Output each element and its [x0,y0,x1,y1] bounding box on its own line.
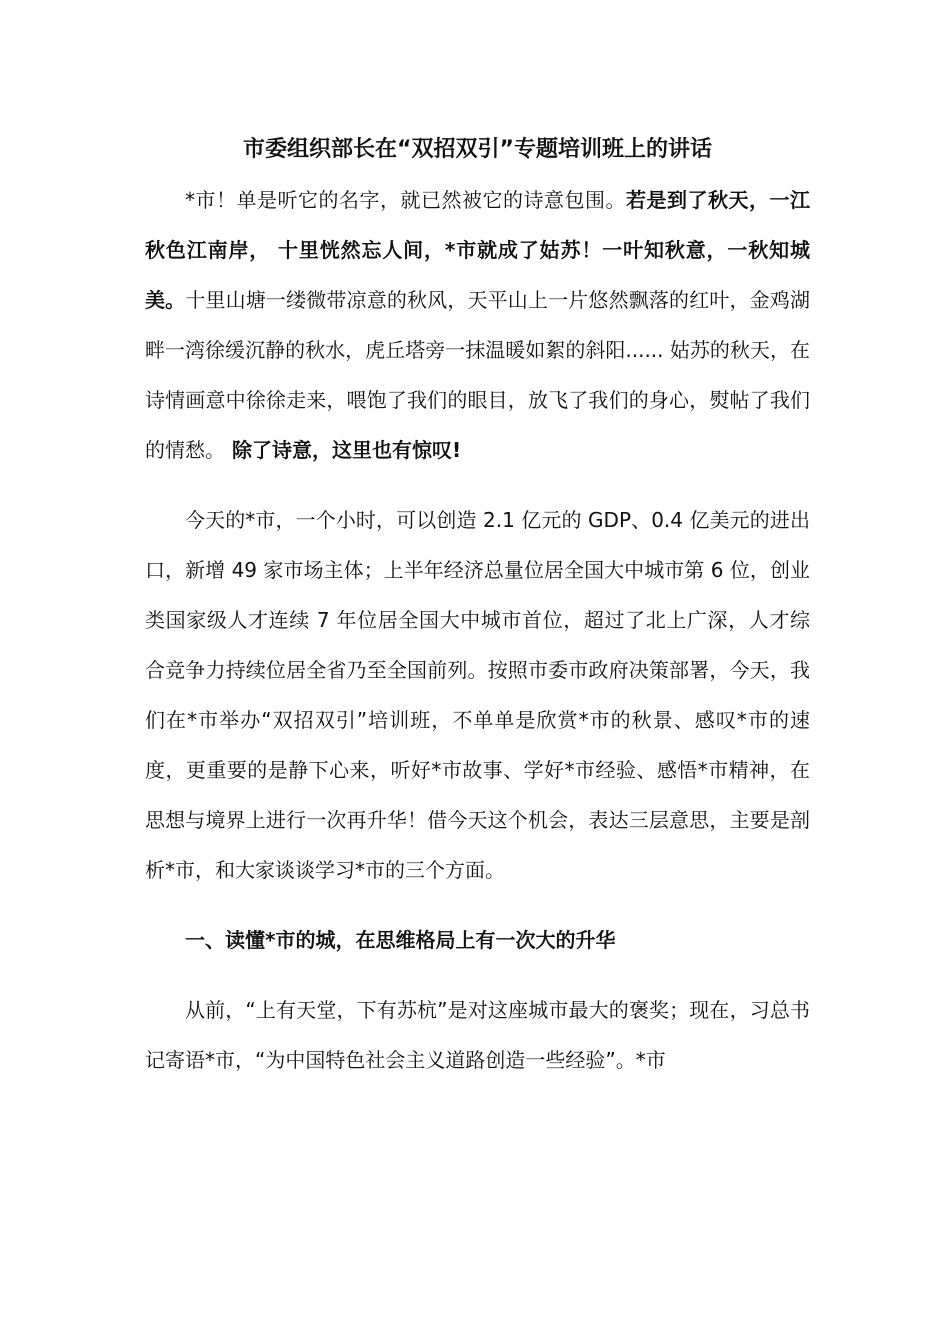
paragraph-intro-text-1: *市！单是听它的名字，就已然被它的诗意包围。 [185,188,626,212]
paragraph-gap [145,965,810,985]
document-page [145,125,810,1085]
paragraph-intro-bold-1: 若是到了秋天，一江秋色江南岸， 十里恍然忘人间，*市就成了姑苏！一叶知秋意，一秋知城美。 [145,188,810,312]
paragraph-today: 今天的*市，一个小时，可以创造 2.1 亿元的 GDP、0.4 亿美元的进出口，新增 49 家市场主体；上半年经济总量位居全国大中城市第 6 位，创业类国家级人才连续 7 年位居全国大中城市首位，超过了北上广深，人才综合竞争力持续位居全省乃至全国前列。按照市委市政府决策部署，今天，我们在*市举办“双招双引”培训班，不单单是欣赏*市的秋景、感叹*市的速度，更重要的是静下心来，听好*市故事、学好*市经验、感悟*市精神，在思想与境界上进行一次再升华！借今天这个机会，表达三层意思，主要是剖析*市，和大家谈谈学习*市的三个方面。 [145,508,810,882]
paragraph-past: 从前，“上有天堂，下有苏杭”是对这座城市最大的褒奖；现在，习总书记寄语*市，“为中国特色社会主义道路创造一些经验”。*市 [145,998,810,1072]
paragraph-gap [145,475,810,495]
paragraph-intro-bold-2: 除了诗意，这里也有惊叹! [225,438,462,462]
paragraph-intro-text-2: 十里山塘一缕微带凉意的秋风，天平山上一片悠然飘落的红叶，金鸡湖畔一湾徐缓沉静的秋水，虎丘塔旁一抹温暖如絮的斜阳...... 姑苏的秋天，在诗情画意中徐徐走来，喂饱了我们的眼目，放飞了我们的身心，熨帖了我们的情愁。 [145,288,810,462]
document-title: 市委组织部长在“双招双引”专题培训班上的讲话 [243,137,712,162]
paragraph-intro [145,175,810,475]
section-heading-1: 一、读懂*市的城，在思维格局上有一次大的升华 [185,928,616,952]
paragraph-gap [145,895,810,915]
